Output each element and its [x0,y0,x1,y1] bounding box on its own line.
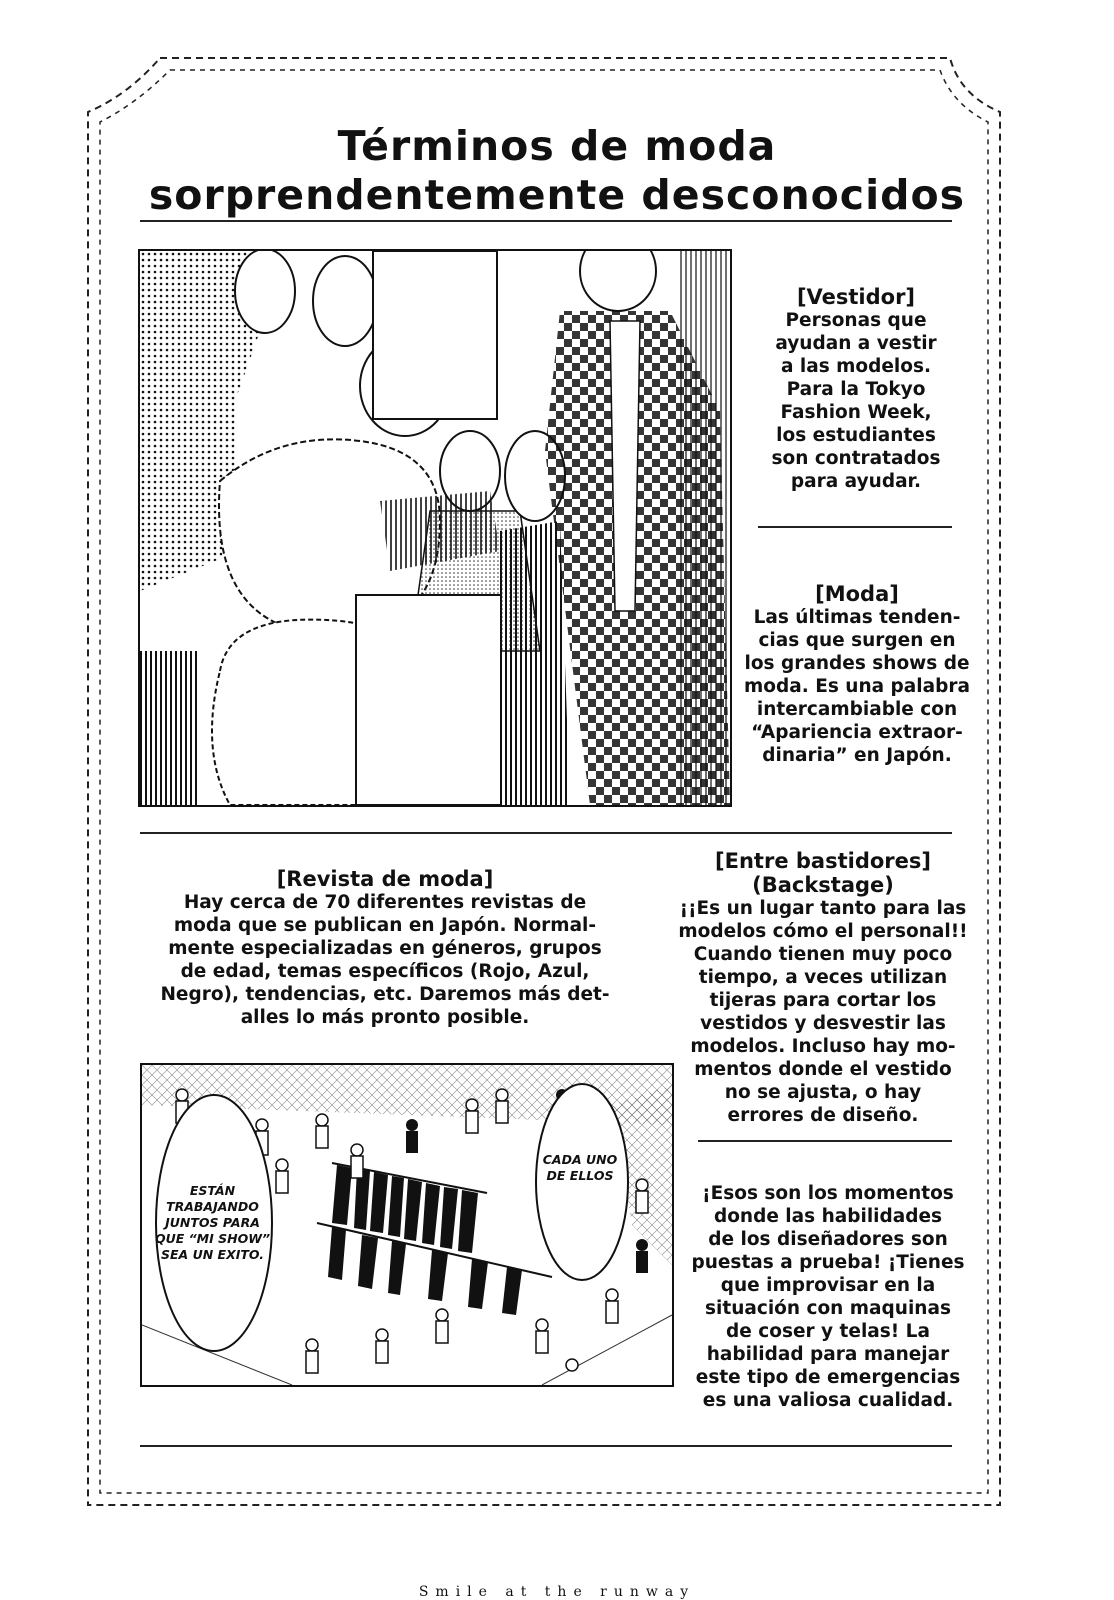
entry-backstage: [Entre bastidores] (Backstage) ¡¡Es un lugar tanto para las modelos cómo el personal!! Cuando tienen muy poco tiempo, a veces utilizan tijeras para cortar los vestidos y desvestir las modelos. Incluso hay mo- mentos donde el vestido no se ajusta, o hay errores de diseño. [668,849,978,1127]
entry-vestidor: [Vestidor] Personas que ayudan a vestir a las modelos. Para la Tokyo Fashion Week, los estudiantes son contratados para ayudar. [740,285,972,493]
entry-vestidor-heading: [Vestidor] [796,285,916,309]
entry-backstage-heading: [Entre bastidores] [715,849,931,873]
entry-revista-heading: [Revista de moda] [276,867,494,891]
manga-panel-dresses [138,249,732,807]
divider-vestidor [758,526,952,528]
entry-habilidades: ¡Esos son los momentos donde las habilidades de los diseñadores son puestas a prueba! ¡Tienes que improvisar en la situación con maquinas de coser y telas! La habilidad para manejar este tipo de emergencias es una valiosa cualidad. [691,1183,965,1411]
entry-moda-heading: [Moda] [815,582,899,606]
divider-middle [140,832,952,834]
page-title: Términos de moda sorprendentemente desconocidos [148,122,966,219]
entry-backstage-subheading: (Backstage) [752,873,894,897]
speech-bubble-right-text: CADA UNO DE ELLOS [542,1152,618,1183]
entry-moda: [Moda] Las últimas tenden- cias que surgen en los grandes shows de moda. Es una palabra intercambiable con “Apariencia extraor- dinaria” en Japón. [736,582,978,767]
footer-series-name: Smile at the runway [418,1584,696,1600]
divider-backstage [698,1140,952,1142]
bottom-divider [140,1445,952,1447]
title-divider [140,220,952,222]
speech-bubble-left-text: ESTÁN TRABAJANDO JUNTOS PARA QUE “MI SHOW” SEA UN EXITO. [154,1183,271,1262]
entry-revista: [Revista de moda] Hay cerca de 70 diferentes revistas de moda que se publican en Japón. Normal- mente especializadas en géneros, grupos de edad, temas específicos (Rojo, Azul, Negro), tendencias, etc. Daremos más det- alles lo más pronto posible. [140,867,630,1029]
